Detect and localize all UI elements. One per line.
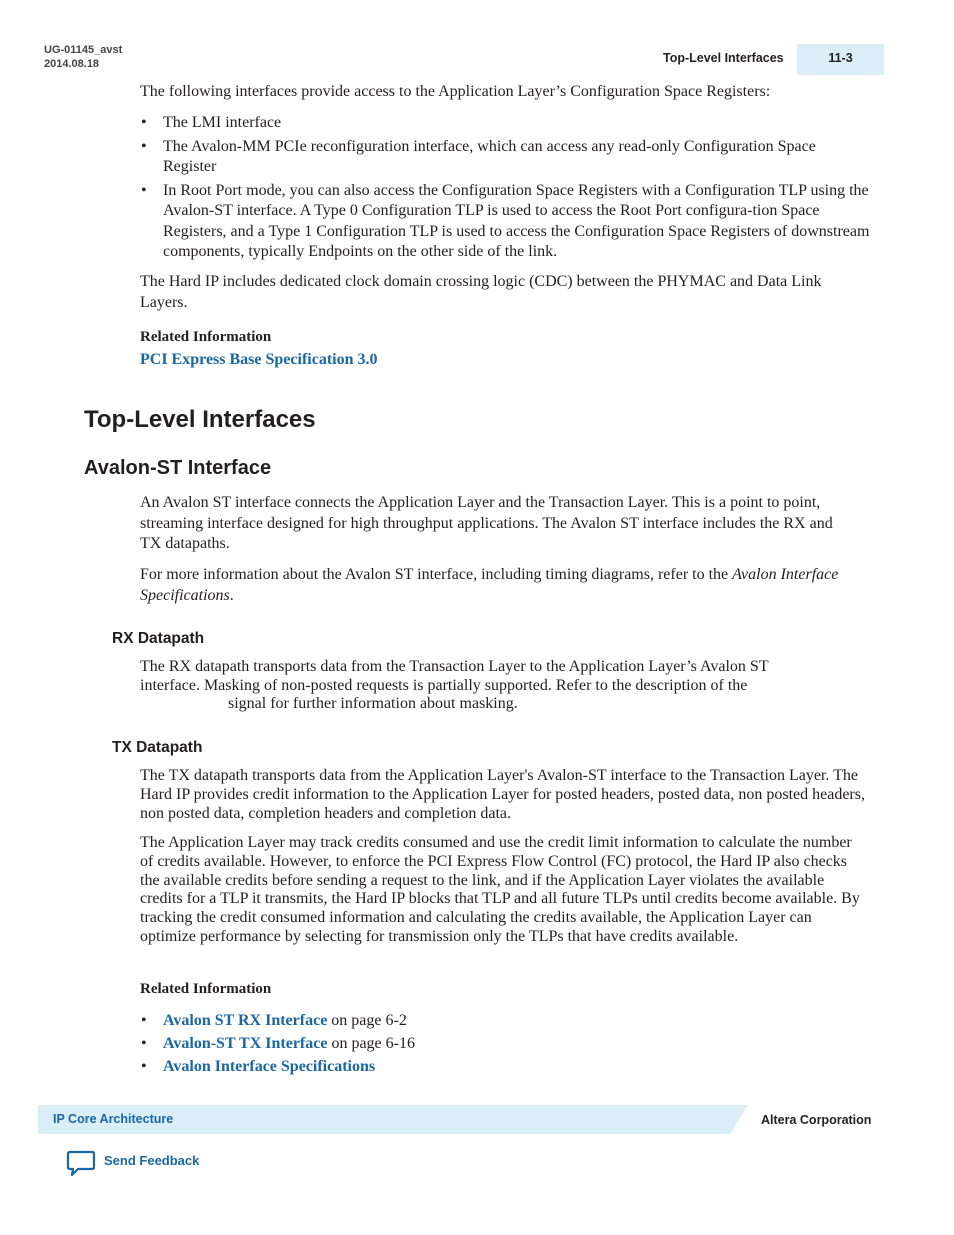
tx-datapath-paragraph: The TX datapath transports data from the Application Layer's Avalon-ST interface to the Transaction Layer. The Hard IP provides credit information to the Application Layer for posted headers, posted data, non posted headers, non posted data, completion headers and completion data.	[140, 767, 865, 822]
document-date: 2014.08.18	[44, 58, 100, 70]
page-number-tab: 11-3	[797, 44, 884, 75]
tx-datapath-heading: TX Datapath	[112, 739, 203, 756]
cdc-paragraph: The Hard IP includes dedicated clock domain crossing logic (CDC) between the PHYMAC and Data Link Layers.	[140, 273, 822, 311]
rx-datapath-paragraph	[140, 658, 769, 714]
feedback-bubble-icon[interactable]	[66, 1150, 96, 1178]
pcie-base-spec-link[interactable]: PCI Express Base Specification 3.0	[140, 351, 378, 368]
list-item: • The Avalon-MM PCIe reconfiguration interface, which can access any read-only Configuration Space Register	[140, 137, 870, 178]
intro-paragraph: The following interfaces provide access to the Application Layer’s Configuration Space Registers:	[140, 83, 771, 100]
related-info-heading: Related Information	[140, 981, 272, 997]
avalon-st-more-info-paragraph	[140, 565, 840, 606]
send-feedback-link[interactable]: Send Feedback	[104, 1153, 200, 1168]
rx-line: signal for further information about masking.	[228, 695, 518, 712]
rx-line: The RX datapath transports data from the Transaction Layer to the Application Layer’s Avalon ST	[140, 658, 769, 675]
related-info-heading: Related Information	[140, 329, 272, 345]
rx-line: interface. Masking of non-posted requests is partially supported. Refer to the description of the	[140, 676, 748, 694]
avalon-interface-spec-link[interactable]: Avalon Interface Specifications	[163, 1058, 376, 1075]
list-item	[140, 1009, 870, 1032]
avalon-st-rx-interface-link[interactable]: Avalon ST RX Interface	[163, 1012, 328, 1029]
avalon-st-intro-paragraph: An Avalon ST interface connects the Application Layer and the Transaction Layer. This is a point to point, streaming interface designed for high throughput applications. The Avalon ST interface includes the RX and TX datapaths.	[140, 494, 833, 552]
related-links-list	[140, 1009, 870, 1078]
list-item: • In Root Port mode, you can also access the Configuration Space Registers with a Configuration TLP using the Avalon-ST interface. A Type 0 Configuration TLP is used to access the Root Port configura-tion Space Registers, and a Type 1 Configuration TLP is used to access the Configuration Space Registers of downstream components, typically Endpoints on the other side of the link.	[140, 181, 870, 263]
avalon-st-tx-interface-link[interactable]: Avalon-ST TX Interface	[163, 1035, 328, 1052]
link-page-ref: on page 6-2	[327, 1012, 407, 1029]
list-item	[140, 1032, 870, 1055]
tx-credits-paragraph: The Application Layer may track credits consumed and use the credit limit information to calculate the number of credits available. However, to enforce the PCI Express Flow Control (FC) protocol, the Hard IP also checks the available credits before sending a request to the link, and if the Application Layer violates the available credits for a TLP it transmits, the Hard IP blocks that TLP and all future TLPs until credits become available. By tracking the credit consumed information and calculating the credits available, the Application Layer can optimize performance by selecting for transmission only the TLPs that have credits available.	[140, 834, 860, 945]
running-header-title: Top-Level Interfaces	[663, 51, 784, 65]
link-page-ref: on page 6-16	[327, 1035, 415, 1052]
list-item: • The LMI interface	[140, 113, 870, 134]
document-id-block	[44, 43, 122, 71]
more-info-text: For more information about the Avalon ST interface, including timing diagrams, refer to the	[140, 566, 733, 583]
document-id: UG-01145_avst	[44, 44, 123, 56]
subsection-title: Avalon-ST Interface	[84, 457, 272, 479]
footer-company: Altera Corporation	[761, 1113, 872, 1127]
footer-chapter-title: IP Core Architecture	[53, 1112, 174, 1126]
intro-bullet-list	[140, 113, 870, 263]
section-title: Top-Level Interfaces	[84, 406, 316, 433]
more-info-end: .	[229, 586, 234, 604]
list-item	[140, 1055, 870, 1078]
rx-datapath-heading: RX Datapath	[112, 630, 205, 647]
avalon-spec-reference: Avalon Interface Specifications	[140, 566, 839, 604]
